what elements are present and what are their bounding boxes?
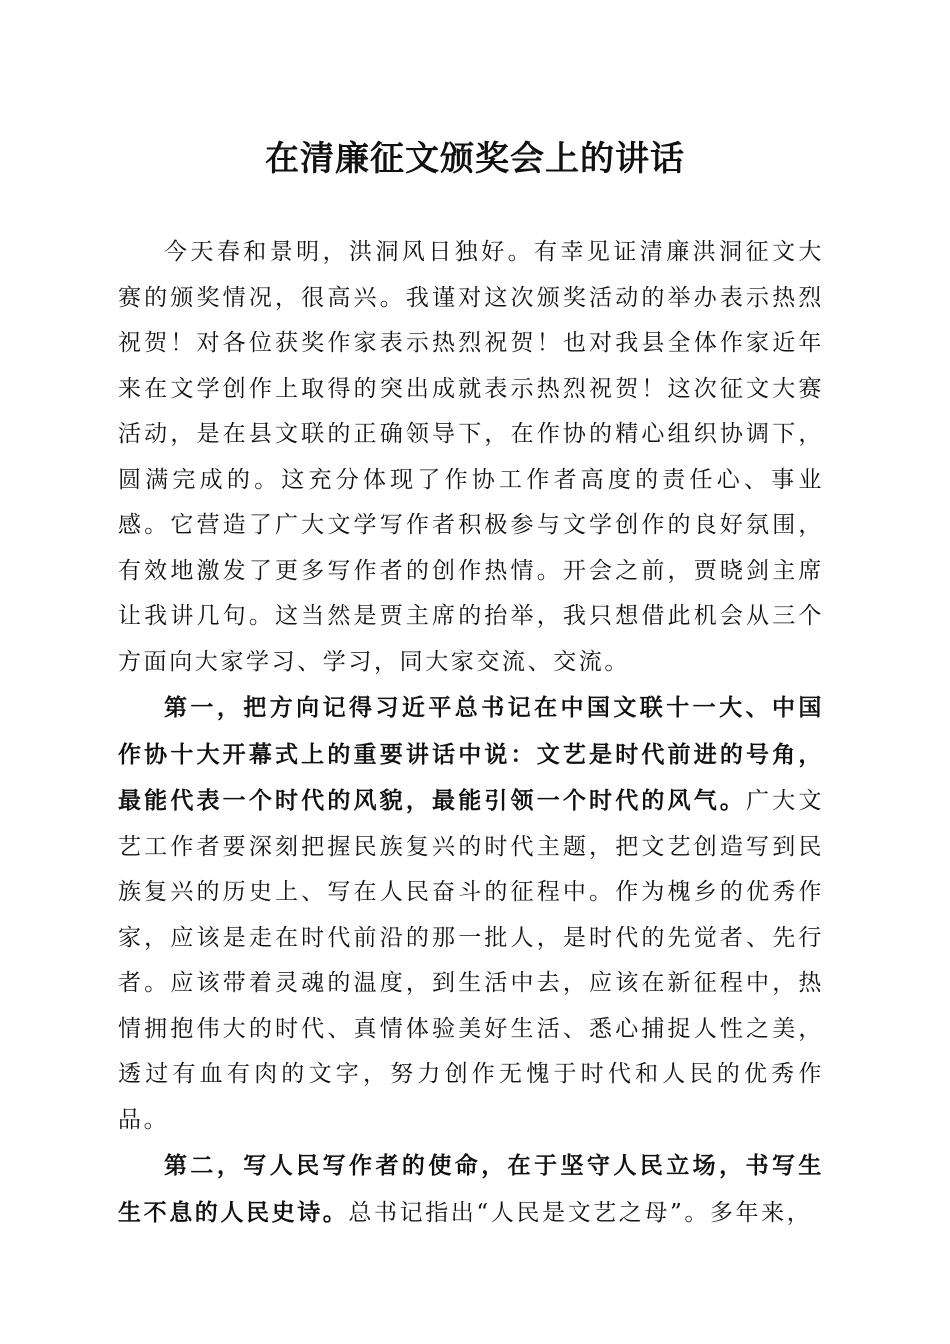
paragraph-1-text: 今天春和景明，洪洞风日独好。有幸见证清廉洪洞征文大赛的颁奖情况，很高兴。我谨对这次颁奖活动的举办表示热烈祝贺！对各位获奖作家表示热烈祝贺！也对我县全体作家近年来在文学创作上取得的突出成就表示热烈祝贺！这次征文大赛活动，是在县文联的正确领导下，在作协的精心组织协调下，圆满完成的。这充分体现了作协工作者高度的责任心、事业感。它营造了广大文学写作者积极参与文学创作的良好氛围，有效地激发了更多写作者的创作热情。开会之前，贾晓剑主席让我讲几句。这当然是贾主席的抬举，我只想借此机会从三个方面向大家学习、学习，同大家交流、交流。 [118,239,824,675]
paragraph-3-lead: 第二，写人民写作者的使命，在于坚守人民立场，书写生生不息的人民史诗。 [118,1152,824,1226]
paragraph-2-lead: 第一，把方向记得习近平总书记在中国文联十一大、中国作协十大开幕式上的重要讲话中说：文艺是时代前进的号角，最能代表一个时代的风貌，最能引领一个时代的风气。 [118,694,824,814]
paragraph-3-text: 总书记指出“人民是文艺之母”。多年来， [348,1199,813,1226]
document-body [118,230,824,1236]
paragraph-3 [118,1143,824,1236]
paragraph-1 [118,230,824,685]
paragraph-2-text: 广大文艺工作者要深刻把握民族复兴的时代主题，把文艺创造写到民族复兴的历史上、写在人民奋斗的征程中。作为槐乡的优秀作家，应该是走在时代前沿的那一批人，是时代的先觉者、先行者。应该带着灵魂的温度，到生活中去，应该在新征程中，热情拥抱伟大的时代、真情体验美好生活、悉心捕捉人性之美，透过有血有肉的文字，努力创作无愧于时代和人民的优秀作品。 [118,788,824,1133]
paragraph-2 [118,685,824,1143]
document-title: 在清廉征文颁奖会上的讲话 [265,139,685,179]
